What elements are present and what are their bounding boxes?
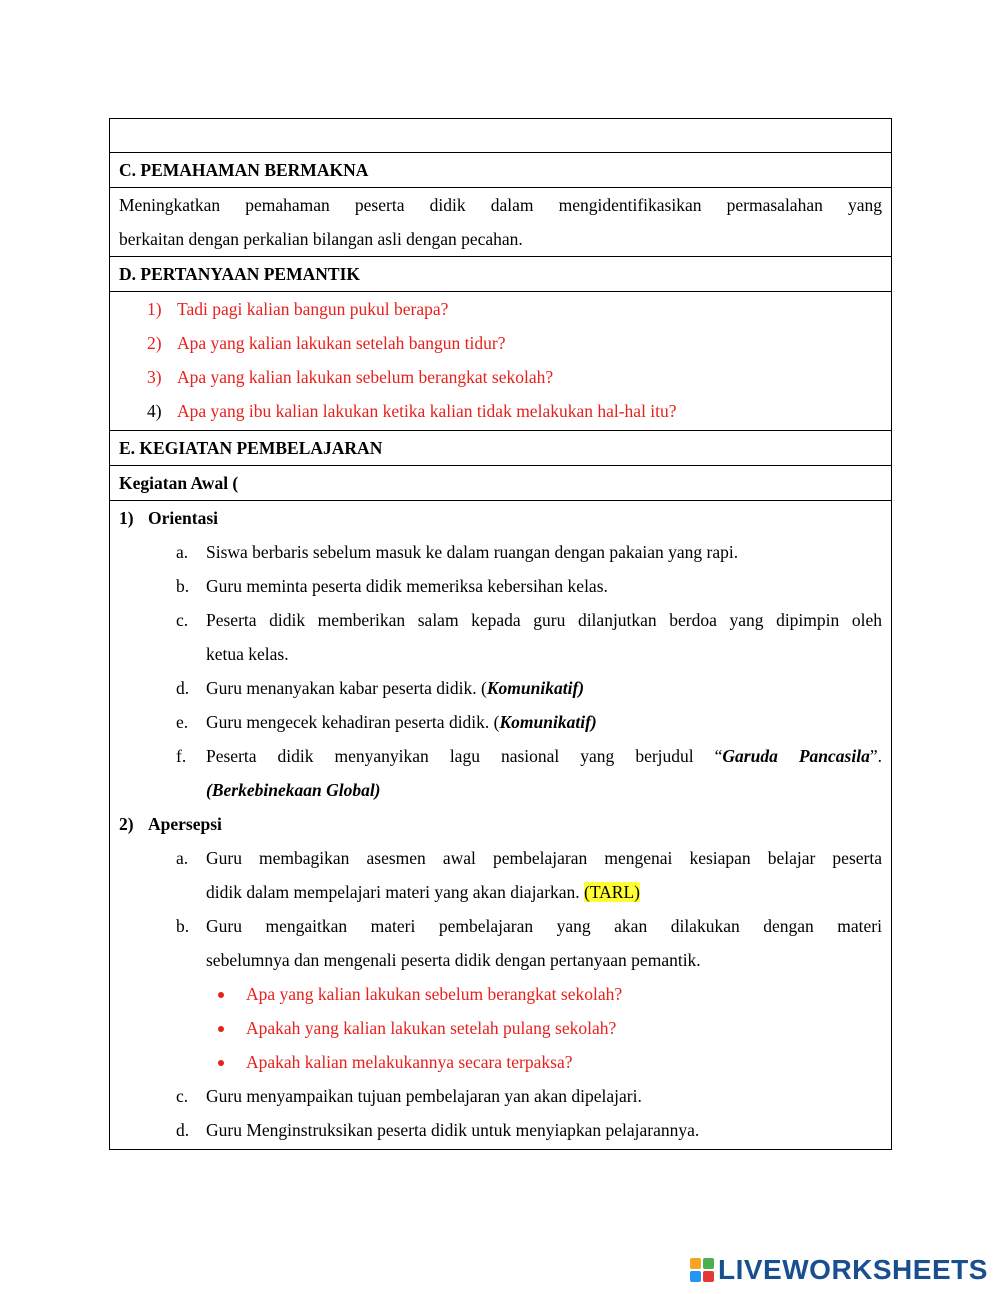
section-d-header [110, 257, 892, 292]
orientasi-number: 1) [119, 508, 134, 528]
tag-close: ) [590, 712, 597, 732]
orientasi-item-c [119, 603, 882, 637]
apersepsi-title: Apersepsi [148, 814, 222, 834]
question-number: 2) [147, 333, 162, 353]
item-letter: c. [176, 610, 189, 630]
orientasi-item-c-cont: ketua kelas. [206, 644, 289, 664]
item-text: Guru Menginstruksikan peserta didik untuk menyiapkan pelajarannya. [206, 1120, 700, 1140]
section-c-header [110, 153, 892, 188]
bullet-text: Apakah yang kalian lakukan setelah pulang sekolah? [246, 1018, 617, 1038]
item-text: Siswa berbaris sebelum masuk ke dalam ruangan dengan pakaian yang rapi. [206, 542, 739, 562]
section-c-title: C. PEMAHAMAN BERMAKNA [110, 153, 892, 188]
question-text: Apa yang ibu kalian lakukan ketika kalian tidak melakukan hal-hal itu? [177, 401, 677, 421]
liveworksheets-logo [690, 1255, 988, 1285]
item-text: Peserta didik memberikan salam kepada guru dilanjutkan berdoa yang dipimpin oleh [206, 610, 882, 630]
section-c-line-2: berkaitan dengan perkalian bilangan asli dengan pecahan. [119, 229, 523, 249]
apersepsi-number: 2) [119, 814, 134, 834]
apersepsi-item-d [119, 1113, 882, 1147]
question-item [119, 360, 882, 394]
question-number: 4) [147, 401, 162, 421]
item-letter: a. [176, 542, 189, 562]
section-c-line-1: Meningkatkan pemahaman peserta didik dalam mengidentifikasikan permasalahan yang [119, 195, 882, 215]
song-title: Garuda Pancasila [722, 746, 870, 766]
question-text: Apa yang kalian lakukan sebelum berangkat sekolah? [177, 367, 554, 387]
kegiatan-awal-title: Kegiatan Awal ( [110, 466, 892, 501]
item-text: Guru menyampaikan tujuan pembelajaran yan akan dipelajari. [206, 1086, 642, 1106]
logo-mark-icon [690, 1258, 714, 1282]
item-text: Guru meminta peserta didik memeriksa kebersihan kelas. [206, 576, 608, 596]
question-item [119, 326, 882, 360]
section-e-body [110, 501, 892, 1150]
question-text: Apa yang kalian lakukan setelah bangun tidur? [177, 333, 506, 353]
orientasi-item-e [119, 705, 882, 739]
item-text: Guru membagikan asesmen awal pembelajaran mengenai kesiapan belajar peserta [206, 848, 882, 868]
section-d-title: D. PERTANYAAN PEMANTIK [110, 257, 892, 292]
item-letter: e. [176, 712, 189, 732]
bullet-text: Apakah kalian melakukannya secara terpaksa? [246, 1052, 573, 1072]
bullet-icon [218, 992, 224, 998]
item-letter: d. [176, 1120, 190, 1140]
section-e-title: E. KEGIATAN PEMBELAJARAN [110, 431, 892, 466]
item-letter: b. [176, 576, 190, 596]
character-tag: Komunikatif [486, 678, 579, 698]
orientasi-item-f-cont: (Berkebinekaan Global) [206, 780, 381, 800]
tarl-tag: (TARL) [584, 882, 640, 902]
section-e-header [110, 431, 892, 466]
orientasi-item-d [119, 671, 882, 705]
orientasi-item-f [119, 739, 882, 773]
question-item [119, 292, 882, 326]
question-text: Tadi pagi kalian bangun pukul berapa? [177, 299, 449, 319]
bullet-question [119, 1045, 882, 1079]
apersepsi-heading [119, 807, 882, 841]
item-letter: f. [176, 746, 187, 766]
tag-close: ) [578, 678, 585, 698]
item-text: Guru menanyakan kabar peserta didik. ( [206, 678, 487, 698]
logo-text: LIVEWORKSHEETS [718, 1254, 988, 1285]
bullet-icon [218, 1026, 224, 1032]
apersepsi-item-a-cont [119, 875, 882, 909]
item-letter: d. [176, 678, 190, 698]
question-number: 3) [147, 367, 162, 387]
kegiatan-awal-header [110, 466, 892, 501]
item-text: Peserta didik menyanyikan lagu nasional yang berjudul “ [206, 746, 723, 766]
item-letter: a. [176, 848, 189, 868]
lesson-plan-table [109, 118, 892, 1150]
apersepsi-item-b [119, 909, 882, 943]
item-text: Guru mengaitkan materi pembelajaran yang akan dilakukan dengan materi [206, 916, 882, 936]
item-text: Guru mengecek kehadiran peserta didik. ( [206, 712, 500, 732]
question-number: 1) [147, 299, 162, 319]
item-letter: b. [176, 916, 190, 936]
section-c-body [110, 188, 892, 257]
bullet-question [119, 1011, 882, 1045]
apersepsi-item-b-cont: sebelumnya dan mengenali peserta didik dengan pertanyaan pemantik. [206, 950, 701, 970]
orientasi-title: Orientasi [148, 508, 218, 528]
character-tag: Komunikatif [499, 712, 591, 732]
apersepsi-item-a [119, 841, 882, 875]
bullet-text: Apa yang kalian lakukan sebelum berangkat sekolah? [246, 984, 623, 1004]
bullet-question [119, 977, 882, 1011]
item-text: didik dalam mempelajari materi yang akan diajarkan. [206, 882, 585, 902]
item-letter: c. [176, 1086, 189, 1106]
apersepsi-item-c [119, 1079, 882, 1113]
section-d-body [110, 292, 892, 431]
empty-header-row [110, 119, 892, 153]
item-text-after: ”. [869, 746, 882, 766]
orientasi-item-a [119, 535, 882, 569]
question-item [119, 394, 882, 428]
orientasi-item-b [119, 569, 882, 603]
bullet-icon [218, 1060, 224, 1066]
orientasi-heading [119, 501, 882, 535]
